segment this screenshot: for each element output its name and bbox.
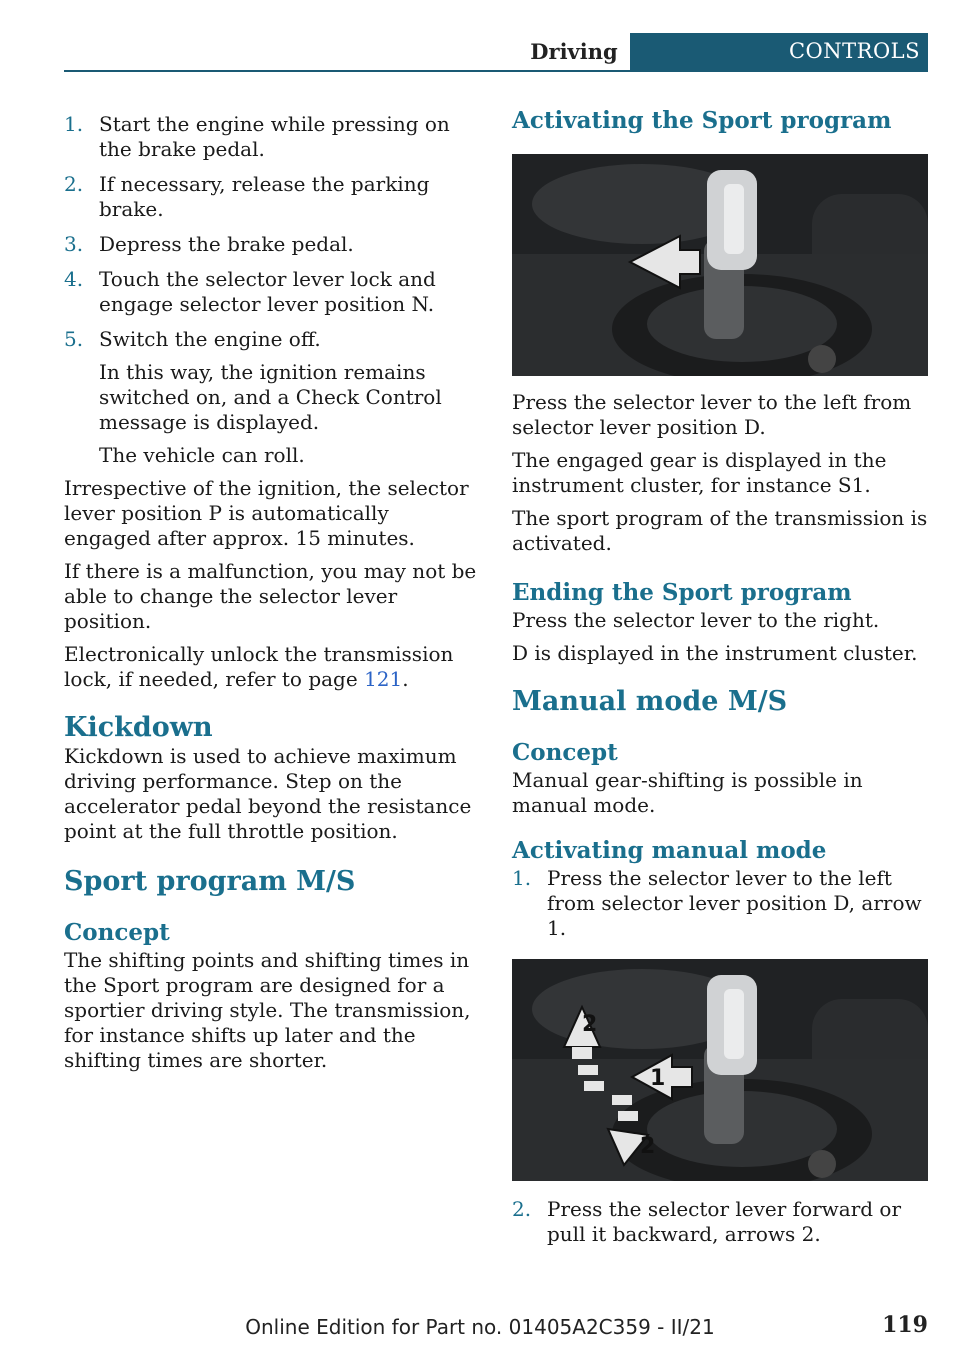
paragraph: Kickdown is used to achieve maximum driving performance. Step on the accelerator pedal beyond the resistance point at the full throttle position. — [64, 744, 472, 843]
paragraph: The sport program of the transmission is activated. — [512, 506, 928, 555]
ending-sport-heading: Ending the Sport program — [512, 579, 852, 606]
selector-lever-figure-sport — [512, 154, 928, 376]
header-section: Driving — [530, 39, 618, 64]
step-2 — [64, 172, 480, 222]
step-number: 1. — [64, 112, 84, 136]
paragraph: Manual gear-shifting is possible in manual mode. — [512, 768, 863, 817]
manual-step-1 — [512, 866, 928, 941]
arrow-label-2-top: 2 — [582, 1012, 598, 1037]
paragraph — [64, 642, 480, 692]
paragraph-text: . — [402, 667, 409, 691]
paragraph: The shifting points and shifting times in the Sport program are designed for a sportier driving style. The transmission, for instance shifts up later and the shifting times are shorter. — [64, 948, 471, 1072]
step-text: Press the selector lever to the left from selector lever position D, arrow 1. — [547, 866, 922, 940]
paragraph: D is displayed in the instrument cluster. — [512, 641, 918, 665]
step-number: 3. — [64, 232, 84, 256]
manual-step-2 — [512, 1197, 928, 1247]
step-5-note: The vehicle can roll. — [99, 443, 305, 467]
paragraph: Press the selector lever to the left from selector lever position D. — [512, 390, 912, 439]
footer-edition: Online Edition for Part no. 01405A2C359 - II/21 — [245, 1315, 715, 1339]
page-reference-link[interactable]: 121 — [364, 667, 403, 691]
paragraph: Press the selector lever to the right. — [512, 608, 880, 632]
step-text: Switch the engine off. — [99, 327, 321, 351]
activating-sport-heading: Activating the Sport program — [512, 107, 892, 134]
concept-heading: Concept — [512, 739, 618, 766]
activating-manual-heading: Activating manual mode — [512, 837, 827, 864]
kickdown-heading: Kickdown — [64, 712, 213, 743]
header-chapter: CONTROLS — [630, 33, 928, 70]
paragraph: The engaged gear is displayed in the instrument cluster, for instance S1. — [512, 448, 887, 497]
paragraph-text: Electronically unlock the transmission lock, if needed, refer to page — [64, 642, 454, 691]
arrow-label-1: 1 — [650, 1066, 666, 1091]
step-number: 1. — [512, 866, 532, 890]
step-3 — [64, 232, 480, 257]
step-text: Press the selector lever forward or pull it backward, arrows 2. — [547, 1197, 902, 1246]
step-5 — [64, 327, 480, 352]
arrow-label-2-bottom: 2 — [640, 1134, 656, 1159]
step-number: 2. — [512, 1197, 532, 1221]
paragraph: If there is a malfunction, you may not be able to change the selector lever position. — [64, 559, 477, 633]
header-rule — [64, 70, 928, 72]
step-number: 5. — [64, 327, 84, 351]
step-text: If necessary, release the parking brake. — [99, 172, 430, 221]
left-column — [64, 112, 480, 1081]
selector-lever-figure-manual — [512, 959, 928, 1181]
right-column — [512, 106, 928, 1257]
step-text: Start the engine while pressing on the brake pedal. — [99, 112, 450, 161]
paragraph: Irrespective of the ignition, the selector lever position P is automatically engaged after approx. 15 minutes. — [64, 476, 469, 550]
step-4 — [64, 267, 480, 317]
step-number: 2. — [64, 172, 84, 196]
step-text: Touch the selector lever lock and engage selector lever position N. — [99, 267, 436, 316]
step-number: 4. — [64, 267, 84, 291]
page-number: 119 — [882, 1312, 928, 1338]
concept-heading: Concept — [64, 919, 170, 946]
step-text: Depress the brake pedal. — [99, 232, 354, 256]
step-1 — [64, 112, 480, 162]
step-5-note: In this way, the ignition remains switched on, and a Check Control message is displayed. — [99, 360, 442, 434]
manual-mode-heading: Manual mode M/S — [512, 686, 788, 717]
sport-program-heading: Sport program M/S — [64, 866, 356, 897]
